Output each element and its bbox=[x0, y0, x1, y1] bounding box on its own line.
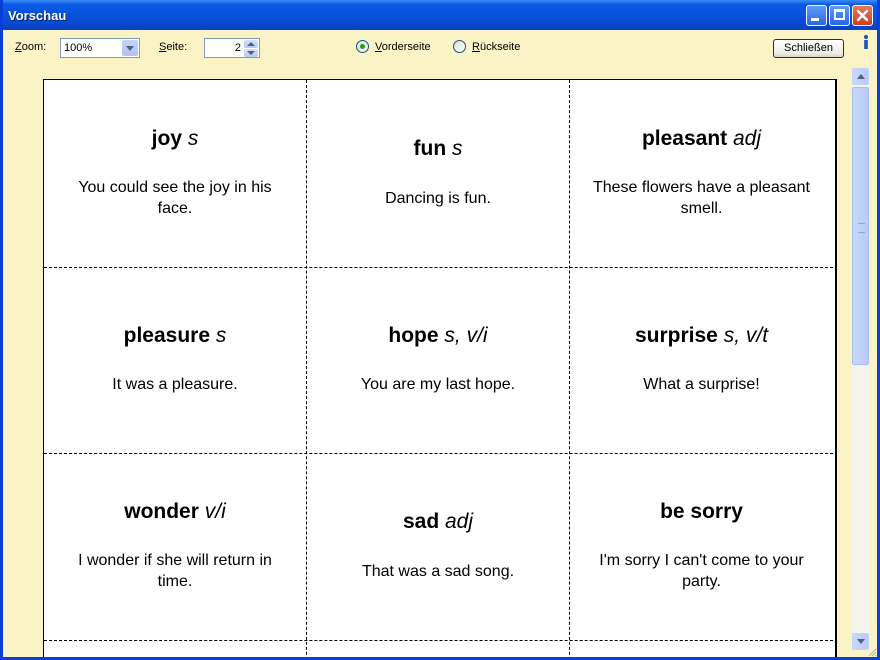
toolbar bbox=[3, 27, 877, 67]
row-divider bbox=[44, 640, 833, 641]
info-icon[interactable] bbox=[860, 34, 872, 50]
word-class: s bbox=[187, 127, 199, 150]
scroll-up-icon[interactable] bbox=[852, 68, 869, 85]
back-radio[interactable] bbox=[453, 40, 466, 53]
card-example: I wonder if she will return in time. bbox=[78, 552, 272, 590]
flashcard bbox=[44, 454, 306, 640]
flashcard bbox=[307, 454, 569, 640]
title-bar[interactable] bbox=[0, 0, 880, 30]
term-word: sad bbox=[402, 510, 440, 533]
card-term bbox=[570, 127, 833, 151]
close-window-button[interactable] bbox=[852, 5, 873, 26]
word-class: v/i bbox=[204, 500, 226, 523]
increment-icon[interactable] bbox=[244, 40, 258, 48]
term-word: hope bbox=[388, 324, 439, 347]
resize-grip-icon[interactable] bbox=[867, 647, 877, 657]
vertical-scrollbar[interactable] bbox=[852, 68, 869, 650]
zoom-value: 100% bbox=[64, 42, 93, 54]
term-word: joy bbox=[151, 127, 182, 150]
card-term bbox=[44, 500, 306, 524]
card-term bbox=[307, 510, 569, 534]
card-example: These flowers have a pleasant smell. bbox=[592, 179, 810, 217]
minimize-icon bbox=[811, 18, 819, 21]
word-class: adj bbox=[733, 127, 762, 150]
flashcard bbox=[44, 80, 306, 267]
card-example: You are my last hope. bbox=[360, 376, 516, 393]
card-term bbox=[44, 324, 306, 348]
term-word: pleasure bbox=[123, 324, 211, 347]
term-word: surprise bbox=[634, 324, 718, 347]
word-class: s, v/t bbox=[723, 324, 769, 347]
card-term bbox=[570, 324, 833, 348]
minimize-button[interactable] bbox=[806, 5, 827, 26]
card-term bbox=[570, 500, 833, 524]
card-example: It was a pleasure. bbox=[112, 376, 238, 393]
front-label[interactable]: Vorderseite bbox=[375, 41, 431, 53]
zoom-label-rest: oom: bbox=[21, 41, 47, 53]
maximize-button[interactable] bbox=[829, 5, 850, 26]
flashcard-page bbox=[43, 79, 837, 657]
card-example: Dancing is fun. bbox=[385, 190, 491, 207]
page-stepper[interactable] bbox=[204, 38, 260, 58]
flashcard bbox=[570, 80, 833, 267]
maximize-icon bbox=[834, 9, 845, 20]
term-word: pleasant bbox=[641, 127, 728, 150]
card-term bbox=[307, 324, 569, 348]
word-class: s bbox=[215, 324, 227, 347]
scroll-thumb[interactable] bbox=[852, 87, 869, 365]
card-example: I'm sorry I can't come to your party. bbox=[599, 552, 804, 590]
word-class: s, v/i bbox=[444, 324, 488, 347]
zoom-select[interactable] bbox=[60, 38, 140, 58]
word-class: s bbox=[452, 137, 463, 160]
close-icon bbox=[853, 6, 872, 25]
flashcard bbox=[44, 268, 306, 453]
term-word: be sorry bbox=[660, 500, 743, 523]
page-label-rest: eite: bbox=[166, 41, 188, 53]
preview-area bbox=[3, 67, 877, 657]
flashcard bbox=[307, 268, 569, 453]
close-button-label: Schließen bbox=[784, 42, 833, 54]
front-radio[interactable] bbox=[356, 40, 369, 53]
decrement-icon[interactable] bbox=[244, 49, 258, 57]
card-term bbox=[44, 127, 306, 151]
term-word: wonder bbox=[124, 500, 199, 523]
page-label: Seite: bbox=[159, 41, 188, 53]
zoom-label: Zoom: bbox=[15, 41, 47, 53]
back-label-rest: ückseite bbox=[479, 41, 521, 53]
flashcard bbox=[307, 80, 569, 267]
card-term bbox=[307, 137, 569, 161]
flashcard bbox=[570, 268, 833, 453]
front-label-rest: orderseite bbox=[381, 41, 431, 53]
card-example: That was a sad song. bbox=[361, 563, 515, 580]
card-example: You could see the joy in his face. bbox=[78, 179, 272, 217]
word-class: adj bbox=[445, 510, 474, 533]
card-example: What a surprise! bbox=[643, 376, 760, 393]
flashcard bbox=[570, 454, 833, 640]
close-button[interactable] bbox=[773, 39, 844, 58]
window-title: Vorschau bbox=[8, 8, 67, 23]
term-word: fun bbox=[413, 137, 447, 160]
back-label[interactable]: Rückseite bbox=[472, 41, 521, 53]
page-value: 2 bbox=[234, 42, 241, 54]
chevron-down-icon[interactable] bbox=[122, 40, 138, 56]
grip-icon bbox=[858, 223, 865, 233]
